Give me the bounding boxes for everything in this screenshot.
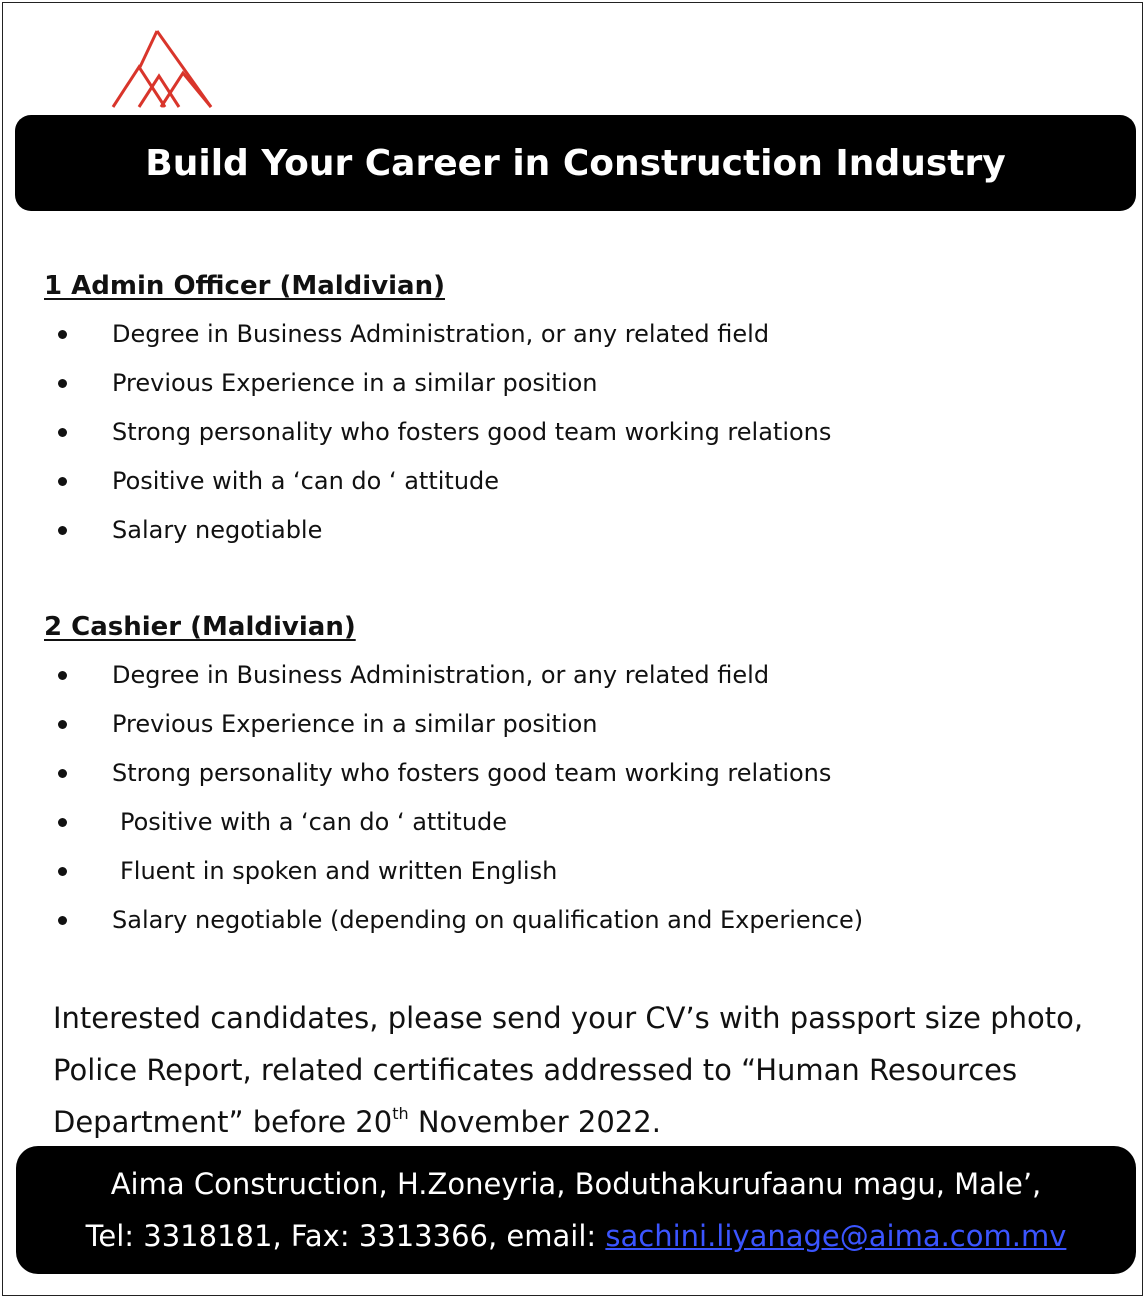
- bullet-icon: [58, 916, 67, 925]
- requirement-text: Previous Experience in a similar position: [112, 369, 598, 397]
- requirements-list-cashier: [3, 651, 1103, 945]
- requirement-text: Degree in Business Administration, or any related field: [112, 661, 770, 689]
- email-link[interactable]: sachini.liyanage@aima.com.mv: [605, 1219, 1067, 1253]
- contact-line: [16, 1210, 1136, 1262]
- list-item: [3, 457, 1103, 506]
- list-item: [3, 749, 1103, 798]
- bullet-icon: [58, 867, 67, 876]
- date-suffix: th: [392, 1104, 409, 1123]
- bullet-icon: [58, 671, 67, 680]
- list-item: [3, 700, 1103, 749]
- list-item: [3, 506, 1103, 555]
- bullet-icon: [58, 720, 67, 729]
- company-logo-icon: [107, 29, 217, 113]
- bullet-icon: [58, 477, 67, 486]
- requirement-text: Fluent in spoken and written English: [120, 857, 558, 885]
- job-advertisement: [2, 2, 1143, 1296]
- bullet-icon: [58, 818, 67, 827]
- requirement-text: Positive with a ‘can do ‘ attitude: [112, 467, 500, 495]
- phone-fax-text: Tel: 3318181, Fax: 3313366, email:: [85, 1219, 606, 1253]
- bullet-icon: [58, 379, 67, 388]
- list-item: [3, 310, 1103, 359]
- requirement-text: Strong personality who fosters good team working relations: [112, 418, 832, 446]
- company-address: Aima Construction, H.Zoneyria, Boduthakurufaanu magu, Male’,: [110, 1167, 1042, 1201]
- bullet-icon: [58, 330, 67, 339]
- requirements-list-admin-officer: [3, 310, 1103, 555]
- application-text: Interested candidates, please send your CV’s with passport size photo, Police Report, related certificates addressed to “Human Resources Department” before 20: [53, 1001, 1084, 1139]
- application-deadline: November 2022.: [408, 1105, 661, 1139]
- list-item: [3, 651, 1103, 700]
- bullet-icon: [58, 769, 67, 778]
- contact-footer: [16, 1146, 1136, 1274]
- headline-title: Build Your Career in Construction Industry: [145, 142, 1006, 184]
- bullet-icon: [58, 428, 67, 437]
- list-item: [3, 798, 1103, 847]
- requirement-text: Positive with a ‘can do ‘ attitude: [120, 808, 508, 836]
- job-title-admin-officer: 1 Admin Officer (Maldivian): [44, 271, 445, 301]
- requirement-text: Degree in Business Administration, or any related field: [112, 320, 770, 348]
- application-instructions: [53, 992, 1123, 1148]
- list-item: [3, 408, 1103, 457]
- requirement-text: Salary negotiable: [112, 516, 323, 544]
- job-title-cashier: 2 Cashier (Maldivian): [44, 612, 356, 642]
- requirement-text: Salary negotiable (depending on qualification and Experience): [112, 906, 864, 934]
- list-item: [3, 847, 1103, 896]
- list-item: [3, 359, 1103, 408]
- headline-banner: [15, 115, 1136, 211]
- requirement-text: Previous Experience in a similar position: [112, 710, 598, 738]
- list-item: [3, 896, 1103, 945]
- requirement-text: Strong personality who fosters good team working relations: [112, 759, 832, 787]
- bullet-icon: [58, 526, 67, 535]
